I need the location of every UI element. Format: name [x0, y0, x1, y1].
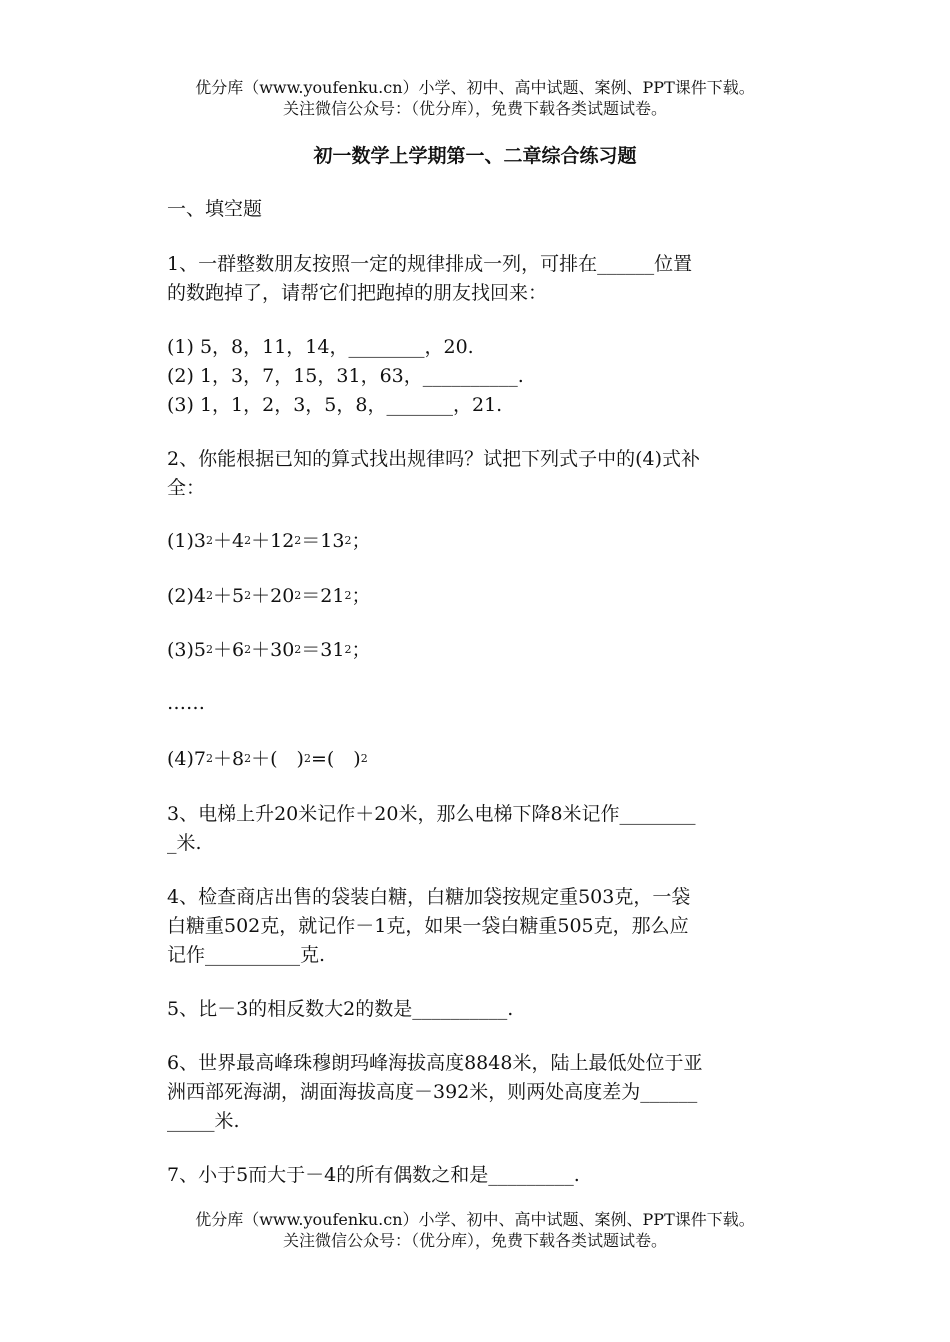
q5-line-1: 5、比－3的相反数大2的数是__________.: [167, 998, 514, 1020]
header-line-1: 优分库（www.youfenku.cn）小学、初中、高中试题、案例、PPT课件下载。: [195, 78, 755, 97]
footer-line-1: 优分库（www.youfenku.cn）小学、初中、高中试题、案例、PPT课件下载。: [195, 1210, 755, 1229]
q4-line-3: 记作__________克.: [167, 944, 326, 966]
q7-line-1: 7、小于5而大于－4的所有偶数之和是_________.: [167, 1164, 580, 1186]
q1-item-2: (2) 1，3，7，15，31，63，__________.: [167, 365, 524, 387]
q6-line-2: 洲西部死海湖，湖面海拔高度－392米，则两处高度差为______: [167, 1081, 698, 1103]
q3-line-1: 3、电梯上升20米记作＋20米，那么电梯下降8米记作________: [167, 803, 696, 825]
q4-line-1: 4、检查商店出售的袋装白糖，白糖加袋按规定重503克，一袋: [167, 886, 691, 908]
q1-item-3: (3) 1，1，2，3，5，8，_______，21.: [167, 394, 503, 416]
q1-item-1: (1) 5，8，11，14，________，20.: [167, 336, 474, 358]
q6-line-3: _____米.: [167, 1110, 240, 1132]
q2-equation-3: $(3)5^2+6^2+30^2=31^2$；: [167, 639, 371, 661]
header-line-2: 关注微信公众号：（优分库），免费下载各类试题试卷。: [282, 99, 667, 118]
q6-line-1: 6、世界最高峰珠穆朗玛峰海拔高度8848米，陆上最低处位于亚: [167, 1052, 703, 1074]
footer-line-2: 关注微信公众号：（优分库），免费下载各类试题试卷。: [282, 1231, 667, 1250]
section-heading: 一、填空题: [167, 198, 263, 220]
q1-line-2: 的数跑掉了，请帮它们把跑掉的朋友找回来：: [167, 282, 548, 304]
q2-line-2: 全：: [167, 477, 206, 499]
q2-equation-4: $(4)7^2+8^2+$( )$^2$=( )$^2$: [167, 748, 368, 770]
q2-line-1: 2、你能根据已知的算式找出规律吗？试把下列式子中的(4)式补: [167, 448, 701, 470]
q2-equation-1: $(1)3^2+4^2+12^2=13^2$；: [167, 530, 371, 552]
page-title: 初一数学上学期第一、二章综合练习题: [313, 145, 637, 167]
q3-line-2: _米.: [167, 832, 202, 854]
q1-line-1: 1、一群整数朋友按照一定的规律排成一列，可排在______位置: [167, 253, 693, 275]
q4-line-2: 白糖重502克，就记作－1克，如果一袋白糖重505克，那么应: [167, 915, 689, 937]
q2-ellipsis: ……: [167, 692, 205, 714]
q2-equation-2: $(2)4^2+5^2+20^2=21^2$；: [167, 585, 371, 607]
